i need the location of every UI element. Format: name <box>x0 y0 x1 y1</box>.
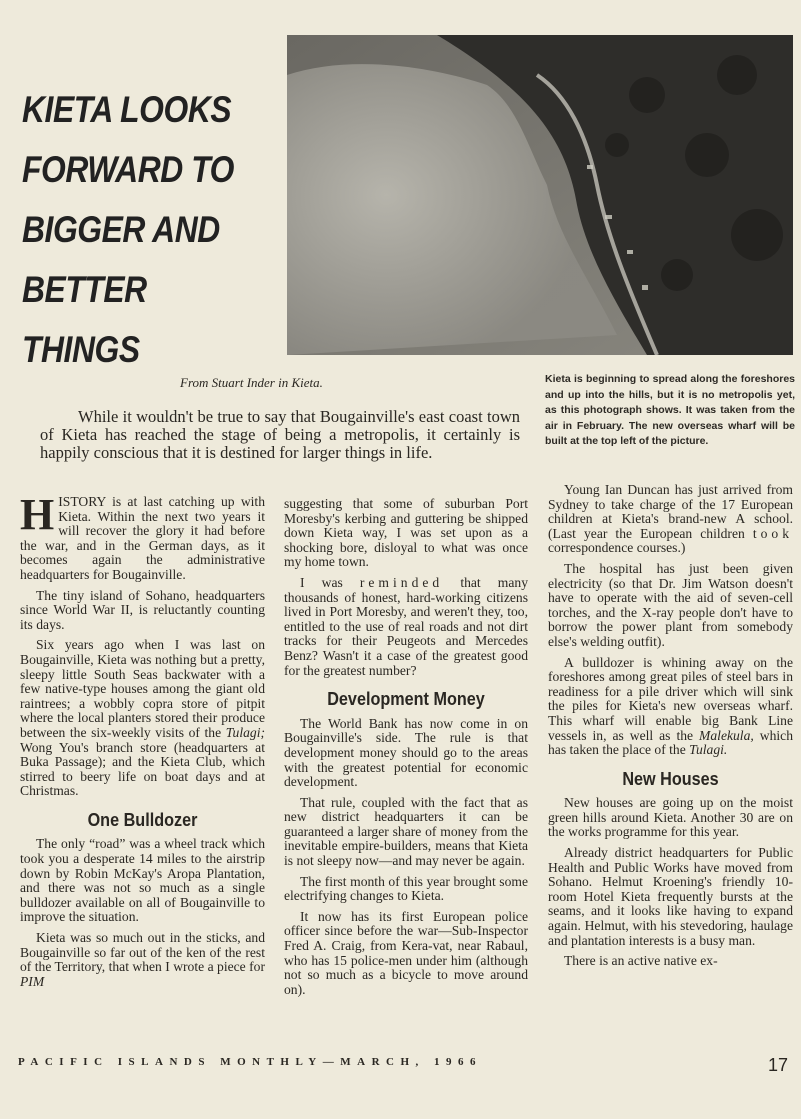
publication-name: PIM <box>20 973 45 989</box>
paragraph-text: that many thousands of honest, hard-working citizens lived in Port Moresby, and weren't they, too, entitled to the use of real roads and not dirt tracks for their Peugeots and Mercedes Benz? Wasn't it a case of the greatest good for the greatest number? <box>284 574 528 678</box>
paragraph-text: Six years ago when I was last on Bougainville, Kieta was nothing but a pretty, sleepy little South Seas backwater with a few native-type houses among the giant old raintrees; a wobbly copra store of pitpit where the local planters stored their produce between the six-weekly visits of the <box>20 637 265 740</box>
paragraph: The hospital has just been given electricity (so that Dr. Jim Watson doesn't have to operate with the aid of seven-cell torches, and the X-ray people don't have to borrow the power plant from somebody else's welding outfit). <box>548 560 793 649</box>
paragraph-text: correspondence courses.) <box>548 540 686 556</box>
paragraph: There is an active native ex- <box>564 953 718 969</box>
paragraph: That rule, coupled with the fact that as new district headquarters it can be guaranteed a larger share of money from the inevitable empire-builders, means that Kieta is not sleepy now—and may never be again. <box>284 794 528 869</box>
paragraph-text: Wong You's branch store (headquarters at Buka Passage); and the Kieta Club, which stirred to beery life on boat days and at Christmas. <box>20 739 265 799</box>
spaced-word: took <box>752 525 793 541</box>
paragraph-text: Kieta was so much out in the sticks, and Bougainville so far out of the ken of the rest of the Territory, that when I wrote a piece for <box>20 930 265 975</box>
subheading-one-bulldozer: One Bulldozer <box>87 809 198 830</box>
paragraph: The only “road” was a wheel track which took you a desperate 14 miles to the airstrip down by Robin McKay's Aropa Plantation, and there was not so much as a single bulldozer available on all of Bougainville to improve the situation. <box>20 836 265 925</box>
paragraph <box>548 483 793 556</box>
paragraph: suggesting that some of suburban Port Moresby's kerbing and guttering be shipped down Kieta way, I was set upon as a shocking bore, disloyal to what was once my home town. <box>284 496 528 570</box>
paragraph-text: I was <box>300 574 360 590</box>
headline <box>22 80 282 380</box>
paragraph: New houses are going up on the moist green hills around Kieta. Another 30 are on the works programme for this year. <box>548 795 793 840</box>
headline-line-2: FORWARD TO <box>22 149 234 190</box>
headline-line-3: BIGGER AND <box>22 209 220 250</box>
paragraph: The tiny island of Sohano, headquarters since World War II, is reluctantly counting its days. <box>20 587 265 632</box>
paragraph-text: A bulldozer is whining away on the foreshores among great piles of steel bars in readiness for a pile driver which will sink the piles for Kieta's new overseas wharf. This wharf will enable big Bank Line vessels in, as well as the <box>548 654 793 743</box>
column-2 <box>284 497 528 1003</box>
paragraph <box>20 638 265 799</box>
page-footer: PACIFIC ISLANDS MONTHLY—MARCH, 1966 <box>18 1056 483 1068</box>
paragraph <box>20 490 265 583</box>
subheading-new-houses: New Houses <box>622 768 719 789</box>
paragraph <box>284 576 528 678</box>
paragraph-text: Young Ian Duncan has just arrived from Sydney to take charge of the 17 European children at Kieta's brand-new A school. (Last year the European children <box>548 482 793 541</box>
spaced-word: reminded <box>359 574 444 590</box>
ship-name: Malekula, <box>699 727 754 743</box>
column-1 <box>20 490 265 995</box>
paragraph <box>20 931 265 989</box>
column-3 <box>548 483 793 975</box>
paragraph: The World Bank has now come in on Bougainville's side. The rule is that development money should go to the areas with the greatest potential for economic development. <box>284 715 528 790</box>
paragraph: Already district headquarters for Public Health and Public Works have moved from Sohano. Helmut Kroening's friendly 10-room Hotel Kieta frequently bursts at the seams, and it looks like having to expand again. Helmut, with his stevedoring, haulage and plantation interests is a busy man. <box>548 845 793 948</box>
paragraph: The first month of this year brought some electrifying changes to Kieta. <box>284 873 528 904</box>
ship-name: Tulagi; <box>225 724 265 740</box>
drop-cap: H <box>20 490 55 539</box>
headline-line-4: BETTER THINGS <box>22 269 147 370</box>
page-number: 17 <box>768 1055 789 1075</box>
headline-line-1: KIETA LOOKS <box>22 89 232 130</box>
paragraph: It now has its first European police officer since before the war—Sub-Inspector Fred A. Craig, from Kera-vat, near Rabaul, who has 15 police-men under him (although not so much as a bicycle to move around on). <box>284 908 528 997</box>
intro-text: While it wouldn't be true to say that Bougainville's east coast town of Kieta has reached the stage of being a metropolis, it certainly is happily conscious that it is destined for larger things in life. <box>40 407 520 462</box>
paragraph <box>548 656 793 758</box>
paragraph-text: ISTORY is at last catching up with Kieta. Within the next two years it will recover the glory it had before the war, and in the German days, as it becomes again the administrative headquarters for Bougainville. <box>20 494 265 582</box>
aerial-photo <box>287 35 793 355</box>
subheading-development-money: Development Money <box>327 689 485 710</box>
intro-paragraph <box>40 408 520 462</box>
ship-name: Tulagi. <box>689 742 728 758</box>
paragraph-text: which has taken the place of the <box>548 727 793 758</box>
byline: From Stuart Inder in Kieta. <box>180 375 323 390</box>
photo-caption: Kieta is beginning to spread along the foreshores and up into the hills, but it is no metropolis yet, as this photograph shows. It was taken from the air in February. The new overseas wharf will be built at the top left of the picture. <box>545 373 795 447</box>
